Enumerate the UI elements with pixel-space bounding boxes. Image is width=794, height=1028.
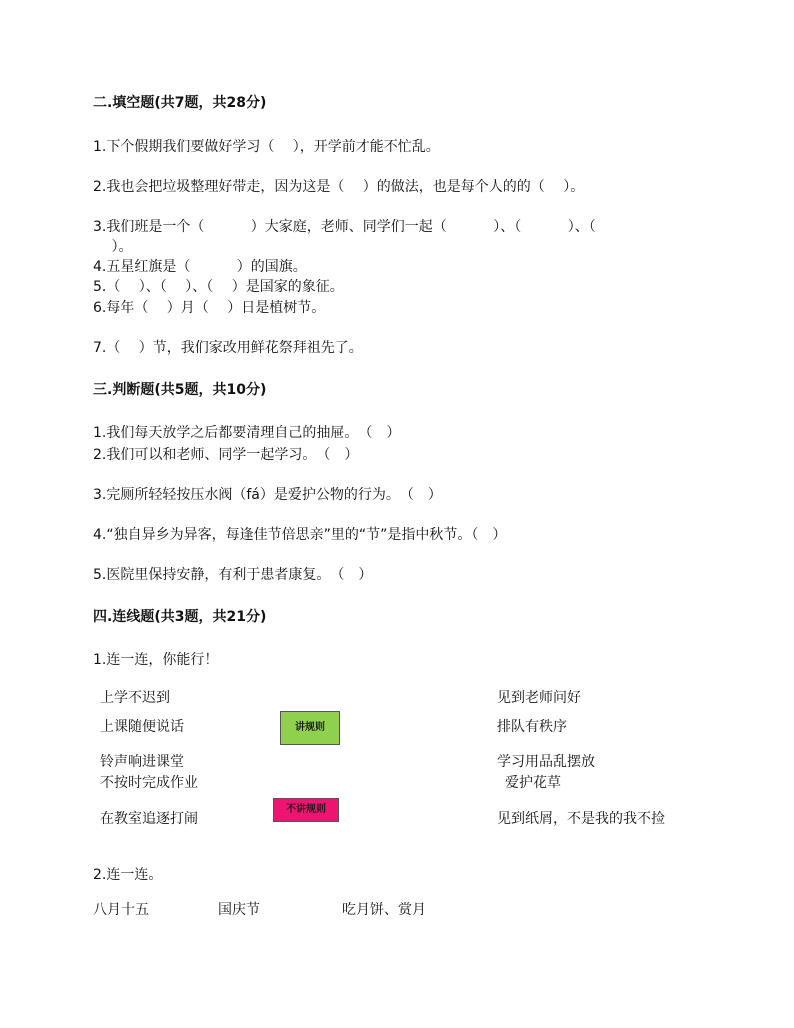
label-follow-rules — [280, 711, 340, 745]
match-right-item: 见到纸屑，不是我的我不捡 — [497, 811, 665, 827]
question-3-1: 1.我们每天放学之后都要清理自己的抽屉。 （ ） — [93, 425, 401, 441]
question-2-6: 6.每年（ ）月（ ）日是植树节。 — [93, 300, 326, 316]
question-4-1-prompt: 1.连一连，你能行！ — [93, 652, 219, 668]
match-right-item: 见到老师问好 — [497, 690, 581, 706]
question-2-5: 5.（ ）、（ ）、（ ）是国家的象征。 — [93, 279, 344, 295]
match-left-item: 上学不迟到 — [100, 690, 170, 706]
section-heading-matching: 四.连线题(共3题，共21分) — [93, 609, 267, 625]
question-2-3-line2: ）。 — [93, 239, 133, 255]
question-2-4: 4.五星红旗是（ ）的国旗。 — [93, 259, 307, 275]
match2-col1: 八月十五 — [93, 902, 149, 918]
question-2-7: 7.（ ）节，我们家改用鲜花祭拜祖先了。 — [93, 340, 363, 356]
match-left-item: 铃声响进课堂 — [100, 754, 184, 770]
question-3-5: 5.医院里保持安静，有利于患者康复。 （ ） — [93, 567, 373, 583]
match-right-item: 爱护花草 — [505, 775, 561, 791]
match-right-item: 学习用品乱摆放 — [497, 754, 595, 770]
question-2-1: 1.下个假期我们要做好学习（ ），开学前才能不忙乱。 — [93, 139, 440, 155]
question-3-2: 2.我们可以和老师、同学一起学习。 （ ） — [93, 447, 359, 463]
question-4-2-prompt: 2.连一连。 — [93, 867, 163, 883]
match-right-item: 排队有秩序 — [497, 719, 567, 735]
label-not-follow-rules-text: 不讲规则 — [286, 804, 326, 815]
label-follow-rules-text: 讲规则 — [295, 722, 325, 733]
match-left-item: 在教室追逐打闹 — [100, 811, 198, 827]
section-heading-true-false: 三.判断题(共5题，共10分) — [93, 382, 267, 398]
question-2-2: 2.我也会把垃圾整理好带走，因为这是（ ）的做法，也是每个人的的（ ）。 — [93, 179, 585, 195]
question-3-4: 4.“独自异乡为异客，每逢佳节倍思亲”里的“节”是指中秋节。（ ） — [93, 527, 507, 543]
question-2-3-line1: 3.我们班是一个（ ）大家庭，老师、同学们一起（ ）、（ ）、（ — [93, 219, 596, 235]
section-heading-fill-blank: 二.填空题(共7题，共28分) — [93, 95, 267, 111]
label-not-follow-rules — [273, 798, 339, 822]
match-left-item: 上课随便说话 — [100, 719, 184, 735]
match2-col3: 吃月饼、赏月 — [342, 902, 426, 918]
match-left-item: 不按时完成作业 — [100, 775, 198, 791]
question-3-3: 3.完厕所轻轻按压水阀（fá）是爱护公物的行为。 （ ） — [93, 487, 442, 503]
match2-col2: 国庆节 — [218, 902, 260, 918]
